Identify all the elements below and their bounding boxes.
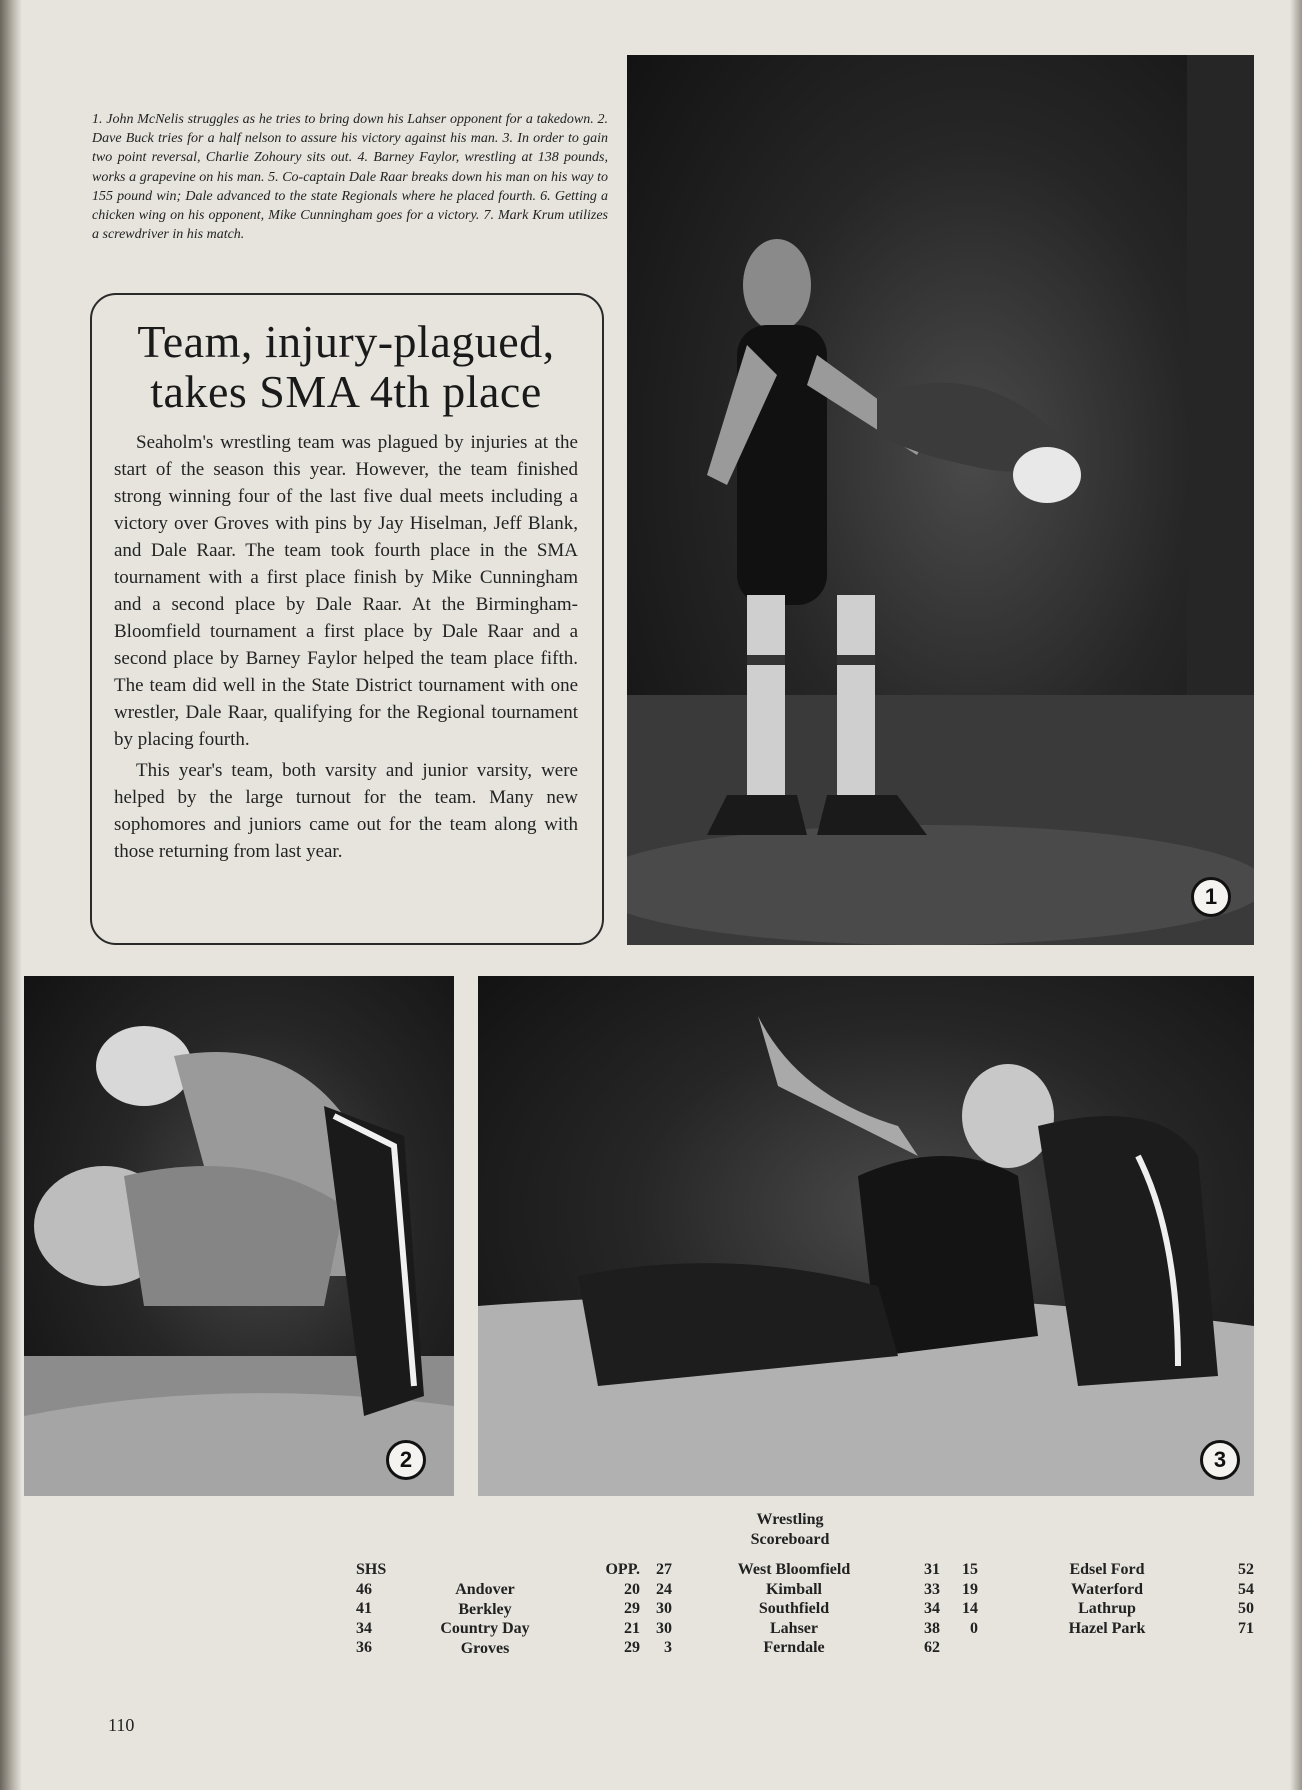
team-name: West Bloomfield — [737, 1561, 851, 1578]
headline-line-2: takes SMA 4th place — [150, 366, 542, 417]
score-cell: 24 — [656, 1580, 672, 1598]
team-name: Berkley — [458, 1600, 512, 1618]
team-name: Kimball — [765, 1580, 822, 1598]
story-paragraph-2: This year's team, both varsity and junior varsity, were helped by the large turnout for the team. Many new sophomores and juniors came out for the team along with those returning from last year. — [114, 760, 578, 862]
photo-2-illustration — [24, 976, 454, 1496]
team-name: Lathrup — [1078, 1600, 1136, 1618]
score-cell: 21 — [624, 1619, 640, 1637]
scoreboard-col2-opp — [912, 1560, 940, 1658]
score-cell: 27 — [656, 1561, 672, 1578]
score-cell: 19 — [962, 1580, 978, 1598]
score-cell: 46 — [356, 1580, 372, 1598]
score-cell: 30 — [656, 1600, 672, 1618]
photo-3-illustration — [478, 976, 1254, 1496]
headline-line-1: Team, injury-plagued, — [137, 316, 555, 367]
score-cell: 36 — [356, 1639, 372, 1657]
score-cell: 29 — [624, 1639, 640, 1657]
team-name: Lahser — [770, 1619, 818, 1637]
photo-1-number-badge: 1 — [1191, 877, 1231, 917]
scoreboard-col1-teams — [430, 1580, 540, 1658]
score-cell: 0 — [970, 1619, 978, 1637]
team-name: Edsel Ford — [1069, 1561, 1145, 1578]
scoreboard-title — [730, 1510, 850, 1550]
shs-header: SHS — [356, 1561, 387, 1578]
photo-caption: 1. John McNelis struggles as he tries to bring down his Lahser opponent for a takedown. 2. Dave Buck tries for a half nelson to assure his victory against his man. 3. In order to gain two point reversal, Charlie Zohoury sits out. 4. Barney Faylor, wrestling at 138 pounds, works a grapevine on his man. 5. Co-captain Dale Raar breaks down his man on his way to 155 pound win; Dale advanced to the state Regionals where he placed fourth. 6. Getting a chicken wing on his opponent, Mike Cunningham goes for a victory. 7. Mark Krum utilizes a screwdriver in his match. — [92, 112, 608, 243]
story-paragraph-1: Seaholm's wrestling team was plagued by injuries at the start of the season this year. However, the team finished strong winning four of the last five dual meets including a victory over Groves with pins by Jay Hiselman, Jeff Blank, and Dale Raar. The team took fourth place in the SMA tournament with a first place finish by Mike Cunningham and a second place by Dale Raar. At the Birmingham-Bloomfield tournament a first place by Dale Raar and a second place by Barney Faylor helped the team place fifth. The team did well in the State District tournament with one wrestler, Dale Raar, qualifying for the Regional tournament by placing fourth. — [114, 432, 578, 750]
team-name: Waterford — [1071, 1580, 1143, 1598]
page-right-edge — [1290, 0, 1302, 1790]
score-cell: 31 — [924, 1561, 940, 1578]
photo-2 — [24, 976, 454, 1496]
team-name: Groves — [460, 1639, 510, 1657]
score-cell: 71 — [1238, 1619, 1254, 1637]
team-name: Ferndale — [763, 1639, 825, 1657]
page-number: 110 — [108, 1715, 135, 1735]
scoreboard-col1-opp — [590, 1560, 640, 1658]
headline — [114, 317, 578, 417]
score-cell: 14 — [962, 1600, 978, 1618]
scoreboard-col3-teams — [1054, 1560, 1160, 1638]
score-cell: 20 — [624, 1580, 640, 1598]
photo-3 — [478, 976, 1254, 1496]
scoreboard-col2-shs — [650, 1560, 672, 1658]
score-cell: 54 — [1238, 1580, 1254, 1598]
score-cell: 41 — [356, 1600, 372, 1618]
opp-header: OPP. — [605, 1561, 640, 1578]
photo-1-illustration — [627, 55, 1254, 945]
score-cell: 34 — [356, 1619, 372, 1637]
photo-3-number-badge: 3 — [1200, 1440, 1240, 1480]
photo-2-number-badge: 2 — [386, 1440, 426, 1480]
score-cell: 34 — [924, 1600, 940, 1618]
score-cell: 15 — [962, 1561, 978, 1578]
score-cell: 62 — [924, 1639, 940, 1657]
story-box — [90, 293, 604, 945]
scoreboard-col2-teams — [720, 1560, 868, 1658]
scoreboard-col1-shs — [356, 1560, 386, 1658]
score-cell: 50 — [1238, 1600, 1254, 1618]
scoreboard-col3-shs — [950, 1560, 978, 1638]
photo-1 — [627, 55, 1254, 945]
score-cell: 30 — [656, 1619, 672, 1637]
team-name: Southfield — [758, 1600, 830, 1618]
scoreboard-title-line-2: Scoreboard — [750, 1531, 830, 1548]
score-cell: 33 — [924, 1580, 940, 1598]
scoreboard-title-line-1: Wrestling — [756, 1511, 824, 1528]
score-cell: 38 — [924, 1619, 940, 1637]
score-cell: 3 — [664, 1639, 672, 1657]
score-cell: 29 — [624, 1600, 640, 1618]
scoreboard-col3-opp — [1218, 1560, 1254, 1638]
team-name: Hazel Park — [1068, 1619, 1146, 1637]
team-name: Andover — [455, 1581, 515, 1598]
team-name: Country Day — [440, 1620, 530, 1638]
score-cell: 52 — [1238, 1561, 1254, 1578]
page-binding-edge — [0, 0, 22, 1790]
